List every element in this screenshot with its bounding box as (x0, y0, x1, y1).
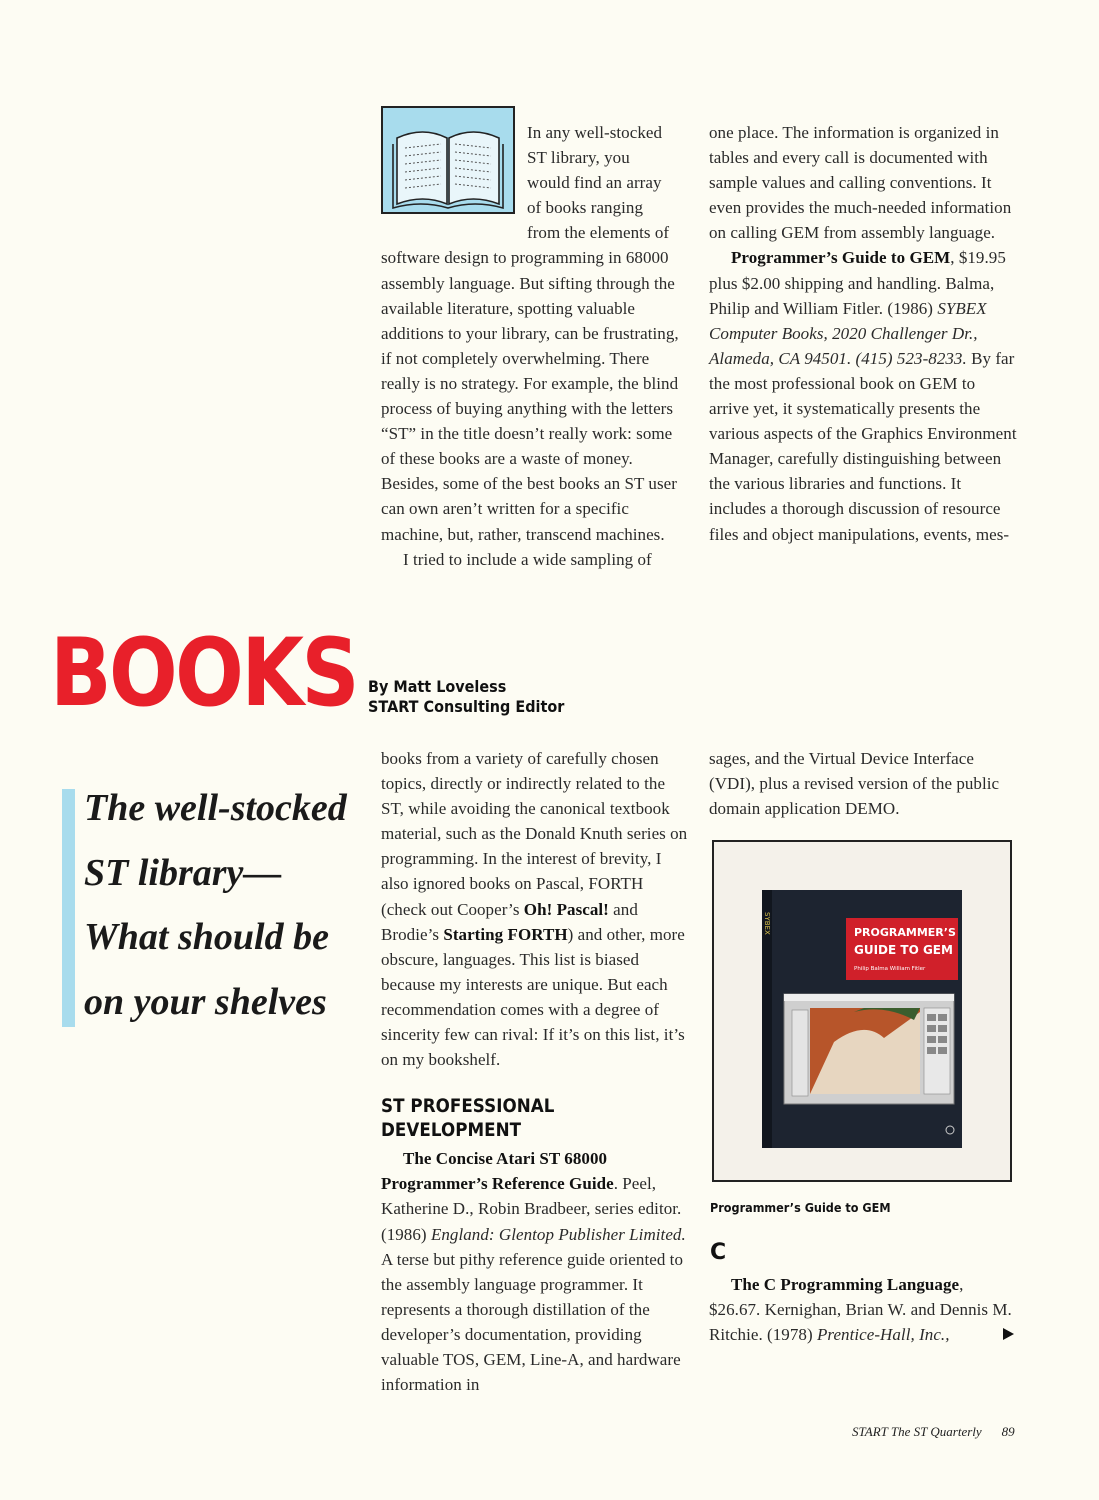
column-middle-top (381, 120, 689, 572)
column-right-top (709, 120, 1017, 547)
page-number: 89 (1001, 1424, 1015, 1439)
pull-quote-line: The well-stocked (84, 787, 347, 829)
section-heading-line: DEVELOPMENT (381, 1119, 522, 1142)
column-middle-bottom (381, 746, 689, 1397)
byline (368, 677, 564, 717)
book-title: The Concise Atari ST 68000 Programmer’s Reference Guide (381, 1149, 614, 1194)
text-run: and Brodie’s (381, 899, 638, 944)
wrap-line: ST library, you (527, 148, 630, 168)
wrap-line: In any well-stocked (527, 123, 663, 142)
book-entry (709, 245, 1017, 546)
book-publisher: Prentice-Hall, Inc., (816, 1325, 950, 1345)
book-review: A terse but pithy reference guide oriented to the assembly language programmer. It represents a thorough distillation of the developer’s documentation, providing valuable TOS, GEM, Line-A, and hardware information in (381, 1249, 683, 1395)
article-title: BOOKS (50, 619, 358, 728)
section-heading-line: ST PROFESSIONAL (381, 1095, 555, 1118)
byline-role: START Consulting Editor (368, 697, 565, 716)
pull-quote-bar (62, 789, 75, 1027)
pull-quote-line: What should be (84, 916, 329, 958)
body-paragraph: one place. The information is organized in tables and every call is documented with sample values and calling conventions. It even provides the much-needed information on calling GEM from assembly language. (709, 123, 1012, 243)
book-ref: Oh! Pascal! (523, 899, 609, 919)
byline-author: By Matt Loveless (368, 677, 507, 696)
photo-caption: Programmer’s Guide to GEM (710, 1200, 891, 1215)
book-entry (709, 1272, 1017, 1347)
wrap-line: of books ranging (527, 198, 644, 218)
book-entry (381, 1146, 689, 1397)
body-paragraph: software design to programming in 68000 assembly language. But sifting through the available literature, spotting valuable additions to your library, can be frustrating, if not completely overwhelming. There really is no strategy. For example, the blind process of buying anything with the letters “ST” in the title doesn’t really work: some of these books are a waste of money. Besides, some of the best books an ST user can own aren’t written for a specific machine, but, rather, transcend machines. (381, 248, 679, 544)
book-info: , $26.67. Kernighan, Brian W. and Dennis M. Ritchie. (1978) (709, 1275, 1012, 1345)
book-review: By far the most professional book on GEM to arrive yet, it systematically presents the various aspects of the Graphics Environment Manager, carefully distinguishing between the various libraries and functions. It includes a thorough discussion of resource files and object manipulations, events, mes- (709, 348, 1017, 544)
pull-quote (84, 776, 374, 1034)
book-info: . Peel, Katherine D., Robin Bradbeer, series editor. (1986) (381, 1174, 682, 1244)
wrap-line: would find an array (527, 173, 662, 193)
book-title: Programmer’s Guide to GEM (731, 248, 951, 268)
pull-quote-line: on your shelves (84, 980, 327, 1023)
page-footer (852, 1424, 1015, 1440)
book-publisher: SYBEX Computer Books, 2020 Challenger Dr., Alameda, CA 94501. (415) 523-8233. (709, 298, 987, 368)
book-title: The C Programming Language (731, 1275, 960, 1294)
continue-arrow-icon (1003, 1328, 1014, 1340)
book-ref: Starting FORTH (443, 924, 568, 944)
column-right-c (709, 1272, 1017, 1347)
column-right-bottom (709, 746, 1017, 821)
wrap-line: from the elements of (527, 223, 670, 243)
body-paragraph: sages, and the Virtual Device Interface (VDI), plus a revised version of the public domain application DEMO. (709, 749, 1000, 819)
text-run: books from a variety of carefully chosen topics, directly or indirectly related to the ST, while avoiding the canonical textbook material, such as the Donald Knuth series on programming. In the interest of brevity, I also ignored books on Pascal, FORTH (check out Cooper’s (381, 749, 688, 919)
text-run: ) and other, more obscure, languages. This list is biased because my interests are unique. But each recommendation comes with a degree of sincerity few can rival: If it’s on this list, it’s on my bookshelf. (381, 924, 685, 1070)
cover-title-line: PROGRAMMER’S (854, 926, 956, 939)
body-paragraph: I tried to include a wide sampling of (403, 549, 652, 569)
book-cover-photo (712, 840, 1012, 1182)
section-heading (381, 1094, 652, 1142)
magazine-name: START The ST Quarterly (852, 1424, 982, 1439)
body-paragraph (381, 746, 689, 1072)
cover-authors: Philip Balma William Fitler (854, 966, 926, 972)
cover-spine-text: SYBEX (763, 912, 771, 935)
book-price: , $19.95 plus $2.00 shipping and handling. Balma, Philip and William Fitler. (1986) (709, 248, 1006, 318)
cover-title-line: GUIDE TO GEM (854, 943, 953, 957)
pull-quote-line: ST library— (84, 851, 282, 894)
section-heading: C (710, 1240, 727, 1265)
book-publisher: England: Glentop Publisher Limited. (430, 1224, 686, 1244)
